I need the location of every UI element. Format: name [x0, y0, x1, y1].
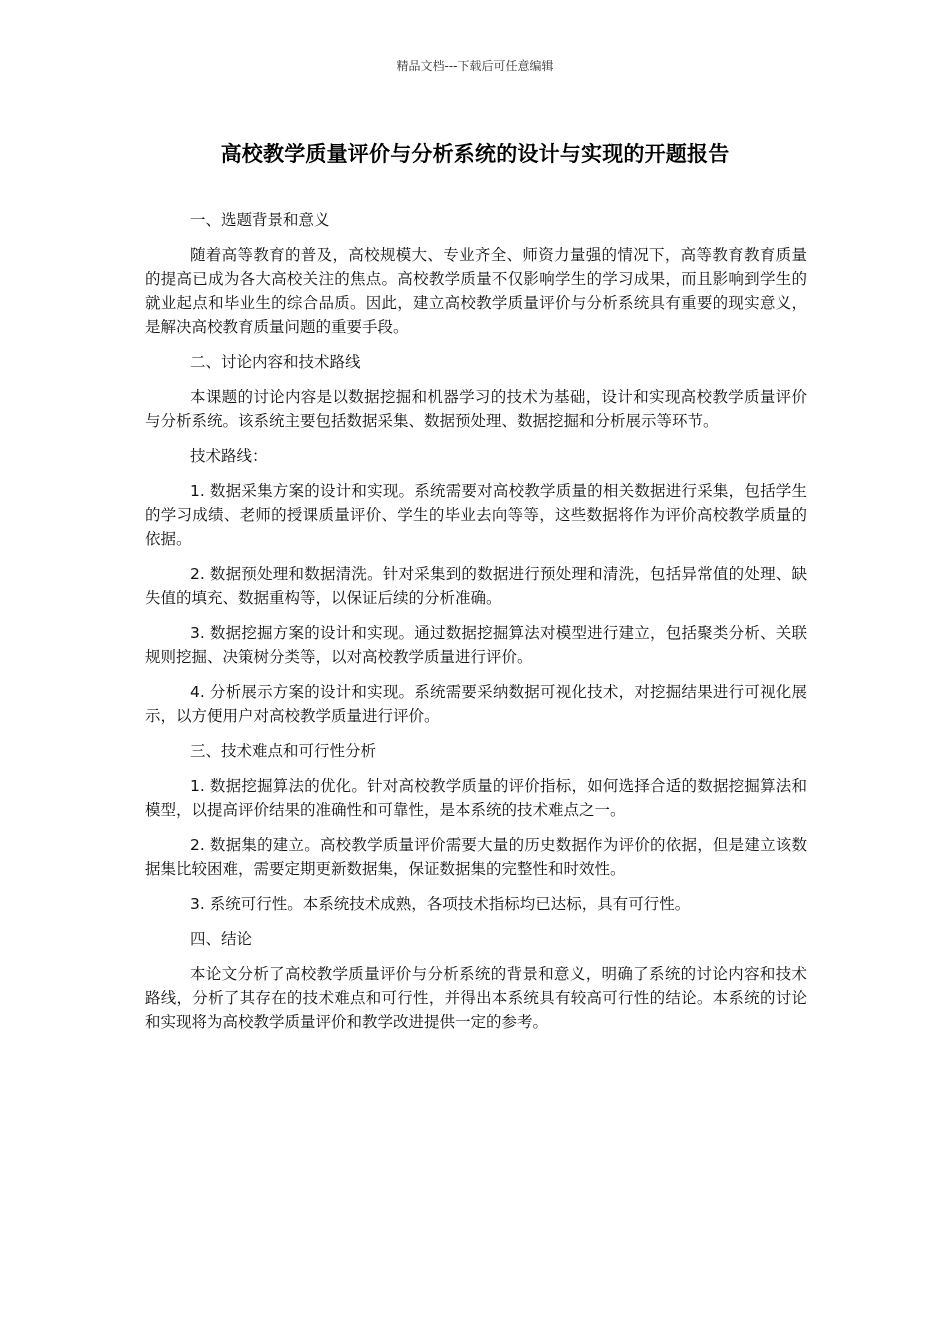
list-item-difficulty-3: 3. 系统可行性。本系统技术成熟，各项技术指标均已达标，具有可行性。: [190, 895, 691, 913]
page-header: 精品文档---下载后可任意编辑: [396, 59, 554, 73]
list-item-difficulty-1: 1. 数据挖掘算法的优化。针对高校教学质量的评价指标，如何选择合适的数据挖掘算法和模型，以提高评价结果的准确性和可靠性，是本系统的技术难点之一。: [145, 777, 807, 819]
document-title: 高校教学质量评价与分析系统的设计与实现的开题报告: [220, 142, 730, 166]
section-heading-research-content: 二、讨论内容和技术路线: [190, 353, 361, 371]
list-item-route-3: 3. 数据挖掘方案的设计和实现。通过数据挖掘算法对模型进行建立，包括聚类分析、关联规则挖掘、决策树分类等，以对高校教学质量进行评价。: [145, 624, 807, 666]
section-heading-conclusion: 四、结论: [190, 930, 253, 948]
paragraph-research-content: 本课题的讨论内容是以数据挖掘和机器学习的技术为基础，设计和实现高校教学质量评价与分析系统。该系统主要包括数据采集、数据预处理、数据挖掘和分析展示等环节。: [145, 388, 807, 430]
section-heading-background: 一、选题背景和意义: [190, 211, 330, 229]
list-item-route-1: 1. 数据采集方案的设计和实现。系统需要对高校教学质量的相关数据进行采集，包括学生的学习成绩、老师的授课质量评价、学生的毕业去向等等，这些数据将作为评价高校教学质量的依据。: [145, 482, 807, 548]
paragraph-conclusion: 本论文分析了高校教学质量评价与分析系统的背景和意义，明确了系统的讨论内容和技术路线，分析了其存在的技术难点和可行性，并得出本系统具有较高可行性的结论。本系统的讨论和实现将为高校教学质量评价和教学改进提供一定的参考。: [145, 965, 807, 1031]
paragraph-background: 随着高等教育的普及，高校规模大、专业齐全、师资力量强的情况下，高等教育教育质量的提高已成为各大高校关注的焦点。高校教学质量不仅影响学生的学习成果，而且影响到学生的就业起点和毕业生的综合品质。因此，建立高校教学质量评价与分析系统具有重要的现实意义，是解决高校教育质量问题的重要手段。: [145, 246, 807, 336]
list-item-route-4: 4. 分析展示方案的设计和实现。系统需要采纳数据可视化技术，对挖掘结果进行可视化展示，以方便用户对高校教学质量进行评价。: [145, 683, 807, 725]
list-item-route-2: 2. 数据预处理和数据清洗。针对采集到的数据进行预处理和清洗，包括异常值的处理、缺失值的填充、数据重构等，以保证后续的分析准确。: [145, 565, 807, 607]
list-item-difficulty-2: 2. 数据集的建立。高校教学质量评价需要大量的历史数据作为评价的依据，但是建立该数据集比较困难，需要定期更新数据集，保证数据集的完整性和时效性。: [145, 836, 807, 878]
subheading-technical-route: 技术路线：: [190, 447, 268, 465]
section-heading-difficulties: 三、技术难点和可行性分析: [190, 742, 377, 760]
document-body: [145, 208, 807, 1045]
